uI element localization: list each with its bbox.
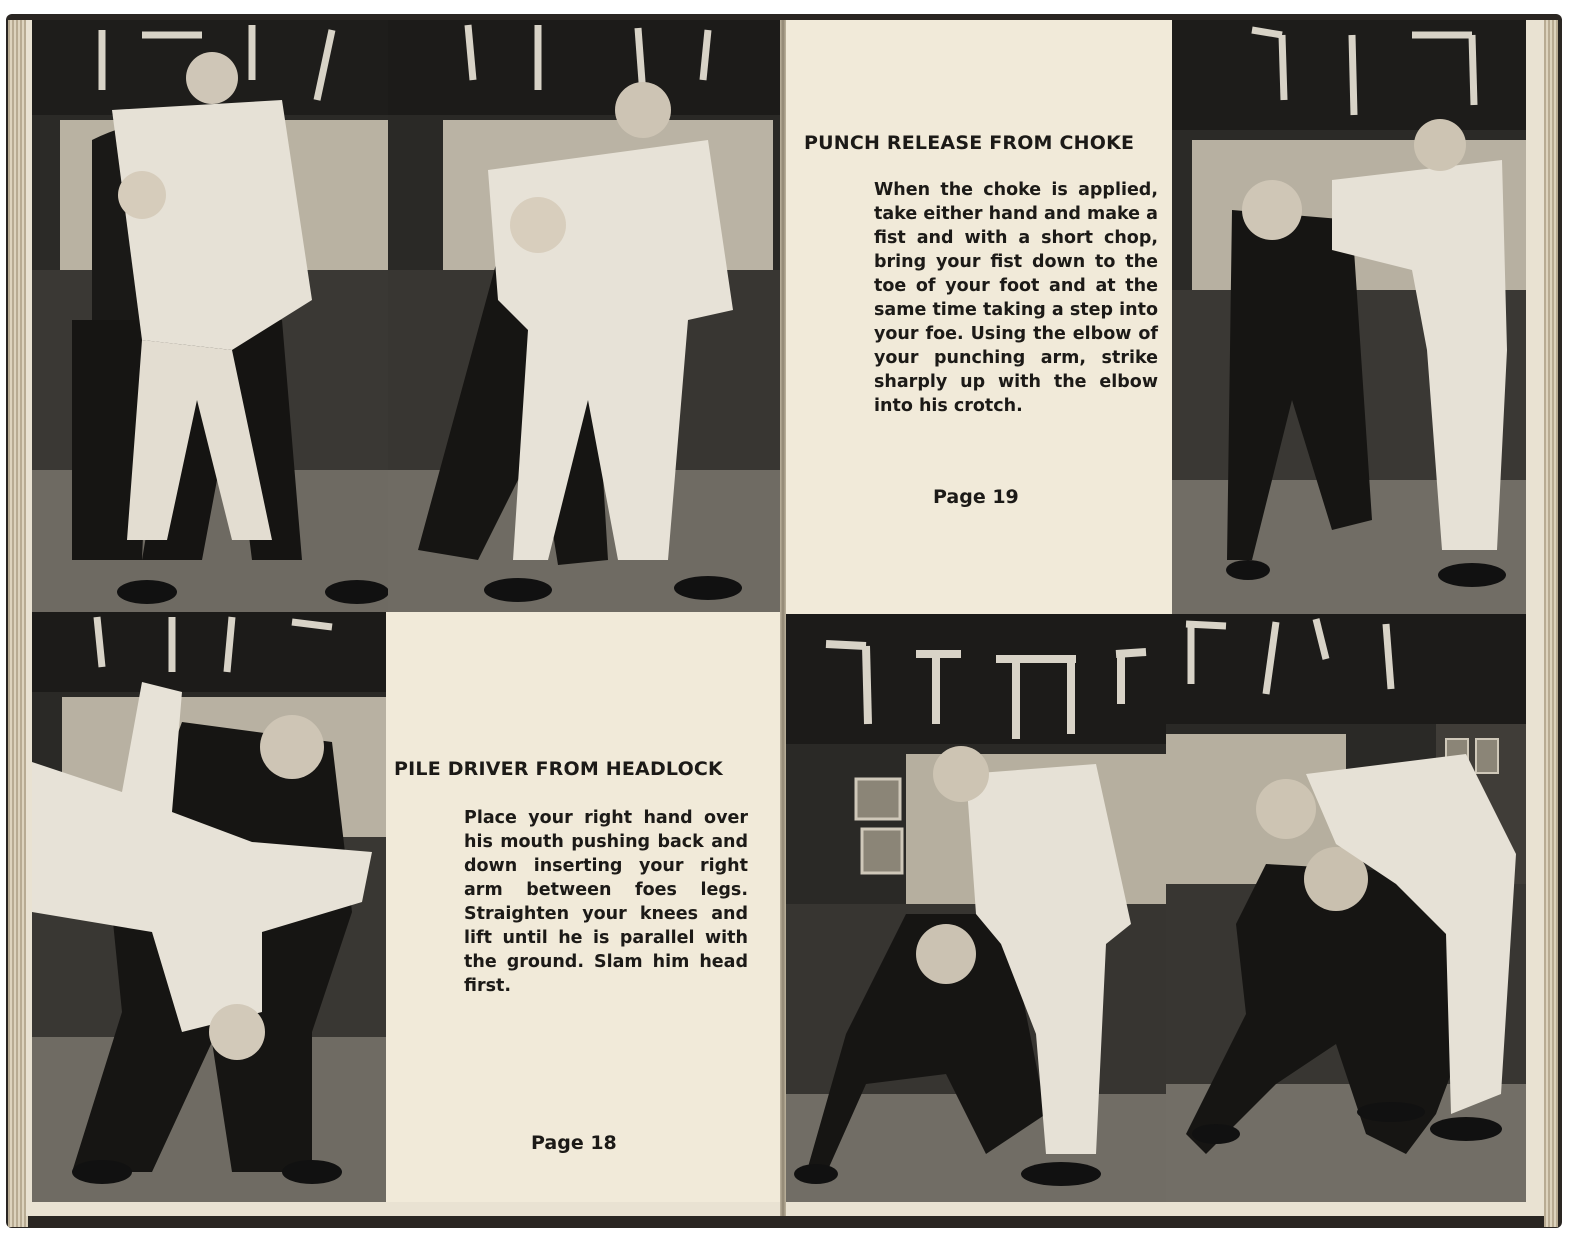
photo-choke-hold-2 — [388, 20, 780, 612]
technique-title-pile-driver: PILE DRIVER FROM HEADLOCK — [394, 758, 723, 780]
right-page-edge — [1544, 20, 1558, 1227]
technique-title-punch-release: PUNCH RELEASE FROM CHOKE — [804, 132, 1135, 154]
photo-punch-release — [1172, 20, 1526, 614]
page-18-text-panel — [386, 612, 780, 1202]
photo-pile-driver — [32, 612, 386, 1202]
left-page-edge — [8, 20, 28, 1227]
page-number-19: Page 19 — [933, 486, 1019, 508]
technique-instructions-punch-release: When the choke is applied, take either hand and make a fist and with a short chop, bring your fist down to the toe of your foot and at the same time taking a step into your foe. Using the elbow of your punching arm, strike sharply up with the elbow into his crotch. — [874, 180, 1158, 416]
photo-punch-release-step-1 — [786, 614, 1166, 1202]
photo-punch-release-step-2 — [1166, 614, 1526, 1202]
technique-instructions-pile-driver: Place your right hand over his mouth pushing back and down inserting your right arm between foes legs. Straighten your knees and lift until he is parallel with the ground. Slam him head first. — [464, 808, 748, 996]
photo-choke-hold-1 — [32, 20, 388, 612]
page-number-18: Page 18 — [531, 1132, 617, 1154]
book-gutter — [780, 20, 786, 1216]
page-19-text-panel — [786, 20, 1172, 614]
